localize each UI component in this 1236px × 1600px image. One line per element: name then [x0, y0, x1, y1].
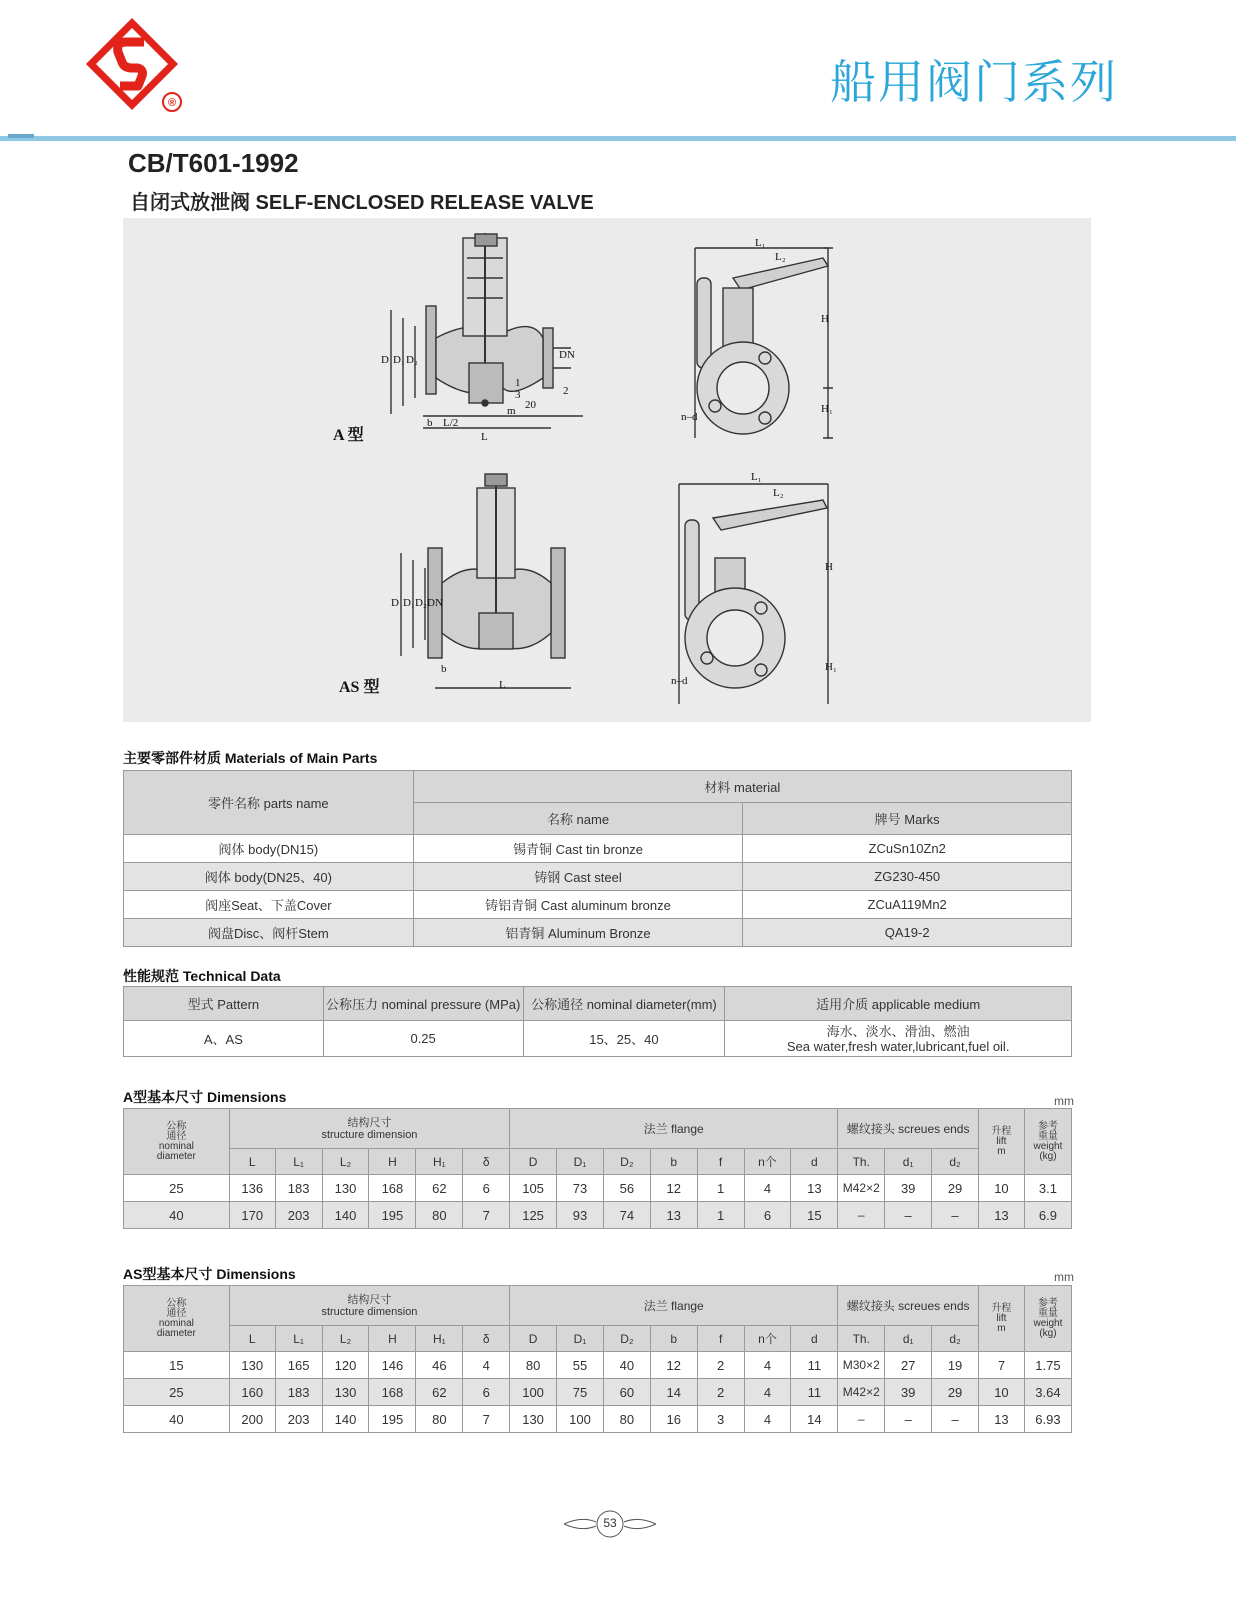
structure-cn: 结构尺寸 [347, 1293, 392, 1306]
cell-material-name: 锡青铜 Cast tin bronze [413, 835, 743, 863]
label-D-a: D [381, 354, 389, 366]
table-cell: 130 [510, 1406, 557, 1433]
col-lift [979, 1286, 1025, 1352]
table-cell: 168 [369, 1379, 416, 1406]
table-cell: 100 [557, 1406, 604, 1433]
table-cell: 73 [557, 1175, 604, 1202]
table-cell: 7 [463, 1202, 510, 1229]
label-n-d-a: n–d [681, 411, 698, 423]
label-D-as: D [391, 597, 399, 609]
col-flange: 法兰 flange [510, 1109, 838, 1149]
table-cell: 27 [885, 1352, 932, 1379]
table-cell: 46 [416, 1352, 463, 1379]
label-H-as: H [825, 561, 833, 573]
cell-pattern: A、AS [124, 1021, 324, 1057]
cell-part: 阀盘Disc、阀杆Stem [124, 919, 414, 947]
type-a-side-drawing [695, 248, 833, 438]
a-dimensions-heading: A型基本尺寸 Dimensions [123, 1089, 287, 1105]
weight-en: weight [1033, 1317, 1063, 1329]
nominal-en1: nominal [158, 1317, 194, 1329]
type-as-label: AS 型 [339, 679, 380, 696]
nominal-en1: nominal [158, 1140, 194, 1152]
label-DN-a: DN [559, 349, 575, 361]
table-cell: – [885, 1406, 932, 1433]
materials-heading: 主要零部件材质 Materials of Main Parts [123, 750, 378, 766]
col-header: H [369, 1326, 416, 1352]
col-header: d [791, 1326, 838, 1352]
table-cell: 10 [978, 1175, 1024, 1202]
col-medium: 适用介质 applicable medium [725, 987, 1072, 1021]
table-cell: 6 [463, 1379, 510, 1406]
table-cell: 29 [932, 1175, 979, 1202]
label-D2-as: D₂ [415, 597, 427, 609]
technical-heading: 性能规范 Technical Data [123, 968, 281, 984]
col-header: n个 [744, 1326, 791, 1352]
registered-mark: ® [167, 97, 177, 109]
label-L1-as: L₁ [751, 471, 762, 483]
table-cell: 168 [369, 1175, 416, 1202]
table-cell: 2 [697, 1379, 744, 1406]
table-cell: 7 [979, 1352, 1025, 1379]
label-half-L-a: L/2 [443, 417, 459, 429]
table-row [124, 863, 1072, 891]
table-cell: 2 [697, 1352, 744, 1379]
weight-cn1: 参考 [1037, 1120, 1058, 1132]
table-cell: 4 [744, 1175, 791, 1202]
table-row [124, 835, 1072, 863]
table-cell: 203 [275, 1202, 322, 1229]
table-cell: 140 [322, 1202, 369, 1229]
col-header: D [510, 1326, 557, 1352]
col-header: L [229, 1149, 275, 1175]
table-cell: 12 [650, 1352, 697, 1379]
table-cell: 4 [744, 1406, 791, 1433]
table-cell: 25 [124, 1175, 230, 1202]
table-cell: 40 [124, 1202, 230, 1229]
table-cell: 56 [603, 1175, 650, 1202]
table-cell: 80 [510, 1352, 557, 1379]
table-cell: 11 [791, 1379, 838, 1406]
table-cell: 146 [369, 1352, 416, 1379]
table-cell: 170 [229, 1202, 275, 1229]
page-number-badge [562, 1510, 658, 1538]
type-a-label: A 型 [333, 427, 364, 444]
weight-cn2: 重量 [1037, 1130, 1058, 1142]
label-b-as: b [441, 663, 447, 675]
table-cell: M30×2 [838, 1352, 885, 1379]
table-cell: 6.9 [1024, 1202, 1071, 1229]
col-material-name: 名称 name [413, 803, 743, 835]
table-cell: 80 [416, 1202, 463, 1229]
nominal-en2: diameter [156, 1150, 196, 1162]
table-cell: 1 [697, 1175, 744, 1202]
col-parts-name: 零件名称 parts name [124, 771, 414, 835]
a-dimensions-unit: mm [1054, 1094, 1074, 1108]
cell-mark: ZG230-450 [743, 863, 1072, 891]
table-cell: 15 [791, 1202, 838, 1229]
table-cell: 93 [557, 1202, 604, 1229]
table-row [124, 1021, 1072, 1057]
weight-cn1: 参考 [1037, 1297, 1058, 1309]
table-row [124, 1406, 1072, 1433]
table-row [124, 1379, 1072, 1406]
col-header: L₁ [275, 1326, 322, 1352]
table-row [124, 1352, 1072, 1379]
cell-material-name: 铝青铜 Aluminum Bronze [413, 919, 743, 947]
table-cell: 183 [275, 1175, 322, 1202]
table-cell: 6.93 [1024, 1406, 1071, 1433]
table-cell: 130 [322, 1379, 369, 1406]
table-cell: M42×2 [838, 1379, 885, 1406]
lift-unit: m [997, 1145, 1006, 1157]
col-header: H₁ [416, 1326, 463, 1352]
table-cell: 75 [557, 1379, 604, 1406]
col-header: Th. [838, 1326, 885, 1352]
standard-code: CB/T601-1992 [128, 148, 299, 176]
table-cell: 3.1 [1024, 1175, 1071, 1202]
lift-cn: 升程 [991, 1302, 1012, 1314]
label-m: m [507, 405, 516, 417]
label-L-a: L [481, 431, 488, 443]
col-header: D₁ [557, 1326, 604, 1352]
table-cell: 13 [650, 1202, 697, 1229]
table-cell: 13 [979, 1406, 1025, 1433]
weight-unit: (kg) [1039, 1150, 1057, 1162]
table-cell: – [932, 1406, 979, 1433]
table-cell: 165 [275, 1352, 322, 1379]
header-divider-accent [8, 134, 34, 138]
col-header: d₂ [932, 1326, 979, 1352]
type-as-side-drawing [679, 484, 828, 704]
col-header: δ [463, 1326, 510, 1352]
table-cell: 15 [124, 1352, 230, 1379]
table-cell: 62 [416, 1175, 463, 1202]
table-cell: 4 [744, 1352, 791, 1379]
nominal-cn1: 公称 [166, 1120, 187, 1132]
col-pattern: 型式 Pattern [124, 987, 324, 1021]
table-cell: 4 [463, 1352, 510, 1379]
as-dimensions-unit: mm [1054, 1270, 1074, 1284]
table-row [124, 919, 1072, 947]
table-cell: 39 [885, 1175, 932, 1202]
as-dimensions-heading: AS型基本尺寸 Dimensions [123, 1266, 296, 1282]
table-cell: 29 [932, 1379, 979, 1406]
table-cell: 40 [603, 1352, 650, 1379]
table-cell: 80 [416, 1406, 463, 1433]
company-logo [82, 14, 202, 114]
col-header: f [697, 1326, 744, 1352]
table-cell: 12 [650, 1175, 697, 1202]
col-pressure: 公称压力 nominal pressure (MPa) [323, 987, 523, 1021]
label-2: 2 [563, 385, 569, 397]
label-20: 20 [525, 399, 536, 411]
table-row [124, 891, 1072, 919]
weight-cn2: 重量 [1037, 1307, 1058, 1319]
table-cell: 62 [416, 1379, 463, 1406]
col-header: H₁ [416, 1149, 463, 1175]
structure-en: structure dimension [321, 1305, 418, 1318]
lift-en: lift [996, 1312, 1007, 1324]
table-cell: 203 [275, 1406, 322, 1433]
cell-part: 阀座Seat、下盖Cover [124, 891, 414, 919]
table-cell: 195 [369, 1202, 416, 1229]
table-cell: – [838, 1202, 885, 1229]
nominal-cn1: 公称 [166, 1297, 187, 1309]
table-cell: 1 [697, 1202, 744, 1229]
table-cell: 136 [229, 1175, 275, 1202]
table-cell: – [885, 1202, 932, 1229]
table-cell: 14 [650, 1379, 697, 1406]
label-D1-a: D₁ [393, 354, 405, 366]
structure-en: structure dimension [321, 1128, 418, 1141]
col-header: d₁ [885, 1326, 932, 1352]
table-cell: 7 [463, 1406, 510, 1433]
col-material: 材料 material [413, 771, 1071, 803]
table-cell: 80 [603, 1406, 650, 1433]
type-as-section-drawing [401, 474, 571, 688]
product-title: 自闭式放泄阀 SELF-ENCLOSED RELEASE VALVE [130, 192, 594, 214]
table-cell: 195 [369, 1406, 416, 1433]
table-row [124, 1202, 1072, 1229]
col-header: L₂ [322, 1149, 369, 1175]
table-cell: 14 [791, 1406, 838, 1433]
col-header: n个 [744, 1149, 791, 1175]
lift-en: lift [996, 1135, 1007, 1147]
as-dimensions-table [123, 1285, 1072, 1433]
label-b-a: b [427, 417, 433, 429]
col-header: D₂ [603, 1326, 650, 1352]
col-weight [1024, 1286, 1071, 1352]
label-L2-a: L₂ [775, 251, 786, 263]
page-number: 53 [603, 1516, 617, 1530]
table-cell: 25 [124, 1379, 230, 1406]
table-cell: 120 [322, 1352, 369, 1379]
cell-mark: ZCuSn10Zn2 [743, 835, 1072, 863]
header-divider [0, 136, 1236, 141]
label-DN-as: DN [427, 597, 443, 609]
table-cell: 200 [229, 1406, 275, 1433]
col-screw-ends: 螺纹接头 screues ends [838, 1286, 979, 1326]
col-structure-dimension [229, 1286, 509, 1326]
table-cell: M42×2 [838, 1175, 885, 1202]
table-cell: 100 [510, 1379, 557, 1406]
table-cell: 125 [510, 1202, 557, 1229]
table-cell: 160 [229, 1379, 275, 1406]
col-header: b [650, 1326, 697, 1352]
a-dimensions-table [123, 1108, 1072, 1229]
table-cell: 140 [322, 1406, 369, 1433]
technical-data-table [123, 986, 1072, 1057]
table-cell: 1.75 [1024, 1352, 1071, 1379]
nominal-en2: diameter [156, 1327, 196, 1339]
col-header: δ [463, 1149, 510, 1175]
table-cell: 10 [979, 1379, 1025, 1406]
table-cell: 55 [557, 1352, 604, 1379]
col-header: D [510, 1149, 557, 1175]
col-header: L₁ [275, 1149, 322, 1175]
col-material-marks: 牌号 Marks [743, 803, 1072, 835]
col-structure-dimension [229, 1109, 509, 1149]
table-cell: 40 [124, 1406, 230, 1433]
col-header: d₁ [885, 1149, 932, 1175]
label-H-a: H [821, 313, 829, 325]
table-cell: 130 [229, 1352, 275, 1379]
lift-unit: m [997, 1322, 1006, 1334]
weight-unit: (kg) [1039, 1327, 1057, 1339]
table-cell: 13 [791, 1175, 838, 1202]
table-cell: 60 [603, 1379, 650, 1406]
col-flange: 法兰 flange [510, 1286, 838, 1326]
col-header: f [697, 1149, 744, 1175]
cell-part: 阀体 body(DN15) [124, 835, 414, 863]
table-cell: 3.64 [1024, 1379, 1071, 1406]
table-cell: 3 [697, 1406, 744, 1433]
technical-drawing-panel [123, 218, 1091, 722]
cell-medium [725, 1021, 1072, 1057]
label-H1-a: H₁ [821, 403, 833, 415]
weight-en: weight [1033, 1140, 1063, 1152]
col-header: d [791, 1149, 838, 1175]
table-cell: 183 [275, 1379, 322, 1406]
table-cell: 6 [744, 1202, 791, 1229]
cell-part: 阀体 body(DN25、40) [124, 863, 414, 891]
structure-cn: 结构尺寸 [347, 1116, 392, 1129]
col-header: Th. [838, 1149, 885, 1175]
label-L1-a: L₁ [755, 237, 766, 249]
table-cell: 39 [885, 1379, 932, 1406]
series-title: 船用阀门系列 [830, 55, 1118, 109]
col-screw-ends: 螺纹接头 screues ends [838, 1109, 979, 1149]
nominal-cn2: 通径 [166, 1130, 187, 1142]
table-cell: 130 [322, 1175, 369, 1202]
label-L2-as: L₂ [773, 487, 784, 499]
table-cell: 19 [932, 1352, 979, 1379]
col-nominal-diameter [124, 1286, 230, 1352]
type-a-section-drawing [391, 233, 583, 428]
table-cell: 13 [978, 1202, 1024, 1229]
table-cell: – [932, 1202, 979, 1229]
table-cell: 6 [463, 1175, 510, 1202]
label-L-as: L [499, 679, 506, 691]
table-cell: 16 [650, 1406, 697, 1433]
label-D2-a: D₂ [406, 354, 418, 366]
table-row [124, 1175, 1072, 1202]
table-cell: 74 [603, 1202, 650, 1229]
col-lift [978, 1109, 1024, 1175]
nominal-cn2: 通径 [166, 1307, 187, 1319]
cell-material-name: 铸钢 Cast steel [413, 863, 743, 891]
col-weight [1024, 1109, 1071, 1175]
cell-diameter: 15、25、40 [523, 1021, 725, 1057]
label-D1-as: D₁ [403, 597, 415, 609]
label-1: 1 [515, 377, 521, 389]
cell-mark: QA19-2 [743, 919, 1072, 947]
cell-material-name: 铸铝青铜 Cast aluminum bronze [413, 891, 743, 919]
table-cell: 105 [510, 1175, 557, 1202]
col-header: H [369, 1149, 416, 1175]
table-cell: 4 [744, 1379, 791, 1406]
col-nominal-diameter [124, 1109, 230, 1175]
table-cell: 11 [791, 1352, 838, 1379]
col-header: L [229, 1326, 275, 1352]
medium-cn: 海水、淡水、滑油、燃油 [826, 1023, 970, 1039]
col-header: D₁ [557, 1149, 604, 1175]
col-header: D₂ [603, 1149, 650, 1175]
lift-cn: 升程 [991, 1125, 1012, 1137]
col-diameter: 公称通径 nominal diameter(mm) [523, 987, 725, 1021]
materials-table [123, 770, 1072, 947]
col-header: d₂ [932, 1149, 979, 1175]
cell-mark: ZCuA119Mn2 [743, 891, 1072, 919]
label-3: 3 [515, 389, 521, 401]
col-header: b [650, 1149, 697, 1175]
medium-en: Sea water,fresh water,lubricant,fuel oil. [786, 1038, 1010, 1054]
label-n-d-as: n–d [671, 675, 688, 687]
cell-pressure: 0.25 [323, 1021, 523, 1057]
table-cell: – [838, 1406, 885, 1433]
col-header: L₂ [322, 1326, 369, 1352]
label-H1-as: H₁ [825, 661, 837, 673]
